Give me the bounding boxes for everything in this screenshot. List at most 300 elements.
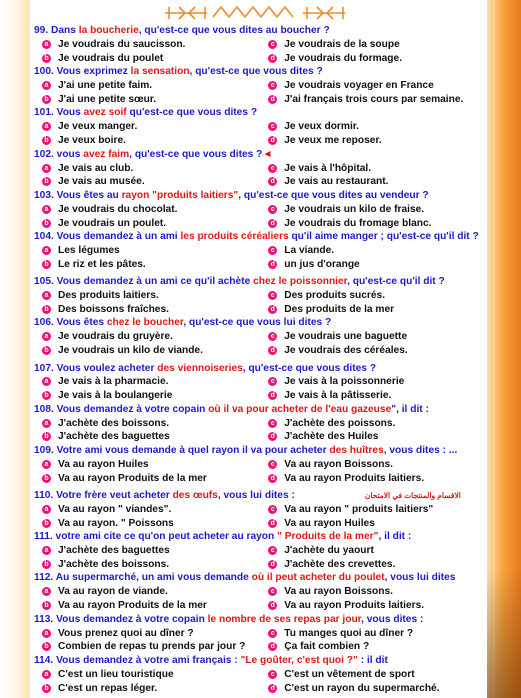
option-letter-badge: b (42, 642, 51, 651)
answer-option-a[interactable] (42, 504, 246, 515)
options-row (34, 471, 492, 485)
option-text: Va au rayon " viandes". (58, 504, 172, 516)
answer-option-c[interactable] (268, 80, 492, 91)
question-fragment: Vous voulez acheter (56, 362, 158, 374)
question-fragment: Vous demandez à votre ami français : (56, 654, 241, 666)
option-letter-badge: c (268, 670, 277, 679)
answer-option-d[interactable] (268, 518, 492, 529)
option-text: Va au rayon. " Poissons (58, 517, 174, 529)
answer-option-c[interactable] (268, 245, 492, 256)
answer-option-b[interactable] (42, 559, 246, 570)
answer-option-d[interactable] (268, 304, 492, 315)
options-row (34, 330, 492, 344)
option-text: Je vais à l'hôpital. (284, 162, 372, 174)
answer-option-c[interactable] (268, 331, 492, 342)
question-fragment: qu'il aime manger ; qu'est-ce qu'il dit ? (288, 230, 479, 242)
option-text: Je veux manger. (58, 121, 138, 133)
option-letter-badge: c (268, 587, 277, 596)
option-letter-badge: c (268, 546, 277, 555)
question-text (34, 106, 492, 120)
option-text: Vous prenez quoi au dîner ? (58, 627, 194, 639)
option-text: Des produits sucrés. (284, 290, 386, 302)
answer-option-a[interactable] (42, 418, 246, 429)
question-fragment: , qu'est-ce que vous dites au vendeur ? (238, 189, 429, 201)
option-letter-badge: a (42, 419, 51, 428)
answer-option-c[interactable] (268, 163, 492, 174)
option-text: Va au rayon Produits laitiers. (284, 472, 425, 484)
answer-option-b[interactable] (42, 600, 246, 611)
option-text: Je voudrais un kilo de viande. (58, 345, 203, 357)
question-number: 99. (34, 25, 51, 36)
question-fragment: qu'est-ce que vous dites ? (126, 107, 258, 119)
question-text (34, 489, 492, 503)
option-text: C'est un repas léger. (58, 682, 158, 694)
question-highlight: la boucherie (78, 25, 139, 36)
question-fragment: , vous lui dites : (217, 490, 295, 502)
question-highlight: ◄ (262, 148, 273, 160)
question-text (34, 316, 492, 330)
option-text: Le riz et les pâtes. (58, 258, 146, 270)
option-text: Va au rayon Huiles (284, 517, 375, 529)
answer-option-d[interactable] (268, 176, 492, 187)
options-row (34, 640, 492, 654)
option-text: Je vais au club. (58, 162, 134, 174)
question-highlight: "Le goûter, c'est quoi ?" (240, 654, 358, 666)
answer-option-a[interactable] (42, 376, 246, 387)
option-letter-badge: a (42, 629, 51, 638)
options-row (34, 389, 492, 403)
option-letter-badge: b (42, 684, 51, 693)
option-text: Je voudrais des céréales. (284, 345, 408, 357)
answer-option-a[interactable] (42, 163, 246, 174)
answer-option-b[interactable] (42, 259, 246, 270)
question-fragment: , qu'est-ce que vous dites au boucher ? (138, 25, 330, 36)
options-row (34, 516, 492, 530)
option-letter-badge: b (42, 305, 51, 314)
option-letter-badge: a (42, 246, 51, 255)
answer-option-d[interactable] (268, 473, 492, 484)
answer-option-c[interactable] (268, 669, 492, 680)
question-fragment: Vous demandez à un ami (56, 230, 181, 242)
options-row (34, 51, 492, 65)
options-row (34, 585, 492, 599)
option-text: J'achète des baguettes (58, 545, 170, 557)
left-decorative-band (0, 0, 30, 698)
question-highlight: chez le boucher (106, 317, 184, 329)
answer-option-b[interactable] (42, 390, 246, 401)
option-letter-badge: b (42, 260, 51, 269)
question-text (34, 654, 492, 668)
option-letter-badge: a (42, 505, 51, 514)
options-row (34, 303, 492, 317)
option-text: Je voudrais un poulet. (58, 217, 167, 229)
option-letter-badge: c (268, 164, 277, 173)
answer-option-a[interactable] (42, 39, 246, 50)
answer-option-d[interactable] (268, 559, 492, 570)
question-text (34, 230, 492, 244)
option-letter-badge: d (268, 305, 277, 314)
question-highlight: des œufs (172, 490, 218, 502)
option-letter-badge: c (268, 205, 277, 214)
answer-option-d[interactable] (268, 94, 492, 105)
option-letter-badge: a (42, 546, 51, 555)
top-ornament (95, 3, 415, 23)
question-text (34, 444, 492, 458)
option-letter-badge: d (268, 601, 277, 610)
options-row (34, 134, 492, 148)
answer-option-b[interactable] (42, 473, 246, 484)
option-text: Ça fait combien ? (284, 641, 370, 653)
answer-option-a[interactable] (42, 80, 246, 91)
question-fragment: , vous lui dites (384, 572, 456, 584)
option-text: J'ai une petite sœur. (58, 93, 157, 105)
option-letter-badge: d (268, 642, 277, 651)
option-text: La viande. (284, 244, 335, 256)
option-letter-badge: d (268, 519, 277, 528)
option-text: Je voudrais du poulet (58, 52, 164, 64)
option-text: Des produits de la mer (284, 303, 395, 315)
option-letter-badge: d (268, 219, 277, 228)
question-number: 112. (34, 572, 56, 584)
option-letter-badge: c (268, 40, 277, 49)
option-letter-badge: c (268, 291, 277, 300)
options-row (34, 626, 492, 640)
option-letter-badge: a (42, 164, 51, 173)
question-fragment: Vous exprimez (56, 66, 131, 78)
option-letter-badge: c (268, 122, 277, 131)
option-text: Je voudrais du chocolat. (58, 203, 178, 215)
option-letter-badge: a (42, 40, 51, 49)
question-fragment: vous (56, 148, 84, 160)
question-highlight: rayon "produits laitiers" (121, 189, 239, 201)
question-number: 105. (34, 276, 57, 288)
option-text: Va au rayon Huiles (58, 458, 149, 470)
question-fragment: Vous (56, 107, 84, 119)
option-text: Je voudrais du saucisson. (58, 38, 186, 50)
option-text: J'achète des boissons. (58, 559, 170, 571)
question-fragment: Vous demandez à un ami ce qu'il achète (56, 276, 254, 288)
option-letter-badge: a (42, 122, 51, 131)
option-letter-badge: b (42, 560, 51, 569)
option-text: Va au rayon de viande. (58, 586, 168, 598)
question-fragment: Vous êtes (56, 317, 107, 329)
ornament-pattern-icon (95, 3, 415, 23)
answer-option-a[interactable] (42, 459, 246, 470)
option-text: Les légumes (58, 244, 120, 256)
option-text: Tu manges quoi au dîner ? (284, 627, 414, 639)
option-letter-badge: b (42, 136, 51, 145)
options-row (34, 416, 492, 430)
answer-option-c[interactable] (268, 628, 492, 639)
question-text (34, 613, 492, 627)
options-row (34, 457, 492, 471)
answer-option-a[interactable] (42, 290, 246, 301)
answer-option-c[interactable] (268, 204, 492, 215)
answer-option-d[interactable] (268, 390, 492, 401)
option-text: Je voudrais du fromage blanc. (284, 217, 432, 229)
option-letter-badge: a (42, 377, 51, 386)
answer-option-b[interactable] (42, 518, 246, 529)
option-text: J'achète du yaourt (284, 545, 374, 557)
answer-option-d[interactable] (268, 135, 492, 146)
options-row (34, 120, 492, 134)
question-highlight: les produits céréaliers (180, 230, 289, 242)
option-letter-badge: c (268, 460, 277, 469)
question-number: 108. (34, 403, 57, 415)
options-row (34, 289, 492, 303)
option-letter-badge: d (268, 136, 277, 145)
answer-option-c[interactable] (268, 586, 492, 597)
question-highlight: où il va pour acheter de l'eau gazeuse (208, 403, 392, 415)
options-row (34, 216, 492, 230)
option-letter-badge: c (268, 629, 277, 638)
question-number: 100. (34, 66, 57, 78)
option-text: Je voudrais du gruyère. (58, 331, 173, 343)
option-text: Va au rayon Boissons. (284, 458, 393, 470)
question-number: 111. (34, 531, 56, 543)
answer-option-d[interactable] (268, 600, 492, 611)
option-letter-badge: a (42, 291, 51, 300)
answer-option-b[interactable] (42, 176, 246, 187)
option-letter-badge: a (42, 460, 51, 469)
question-number: 110. (34, 490, 57, 502)
option-letter-badge: b (42, 346, 51, 355)
option-text: Va au rayon Produits de la mer (58, 600, 207, 612)
question-fragment: Vous êtes au (56, 189, 122, 201)
question-text (34, 530, 492, 544)
options-row (34, 667, 492, 681)
option-letter-badge: d (268, 260, 277, 269)
question-text (34, 362, 492, 376)
answer-option-a[interactable] (42, 669, 246, 680)
question-number: 114. (34, 654, 57, 666)
question-fragment: , vous dites : ... (383, 444, 458, 456)
answer-option-c[interactable] (268, 545, 492, 556)
option-letter-badge: d (268, 684, 277, 693)
question-fragment: , qu'est-ce que vous dites ? (242, 362, 376, 374)
option-text: J'achète des baguettes (58, 431, 170, 443)
option-text: Je vais à la pâtisserie. (284, 390, 392, 402)
option-text: Des boissons fraîches. (58, 303, 169, 315)
option-letter-badge: a (42, 332, 51, 341)
question-number: 107. (34, 362, 57, 374)
question-text (34, 275, 492, 289)
question-fragment: votre ami cite ce qu'on peut acheter au rayon (55, 531, 278, 543)
question-fragment: Vous demandez à votre copain (56, 403, 209, 415)
answer-option-d[interactable] (268, 431, 492, 442)
option-text: Je veux boire. (58, 135, 126, 147)
question-highlight: la sensation (130, 66, 190, 78)
option-text: J'ai français trois cours par semaine. (284, 93, 464, 105)
answer-option-b[interactable] (42, 94, 246, 105)
answer-option-b[interactable] (42, 304, 246, 315)
option-text: Va au rayon Produits laitiers. (284, 600, 425, 612)
option-letter-badge: c (268, 81, 277, 90)
option-letter-badge: b (42, 54, 51, 63)
question-number: 103. (34, 189, 57, 201)
answer-option-d[interactable] (268, 345, 492, 356)
options-row (34, 544, 492, 558)
answer-option-c[interactable] (268, 376, 492, 387)
answer-option-b[interactable] (42, 53, 246, 64)
option-text: Je veux me reposer. (284, 135, 382, 147)
answer-option-d[interactable] (268, 641, 492, 652)
option-letter-badge: b (42, 219, 51, 228)
option-text: C'est un rayon du supermarché. (284, 682, 440, 694)
option-letter-badge: b (42, 95, 51, 104)
question-fragment: Votre frère veut acheter (56, 490, 173, 502)
answer-option-a[interactable] (42, 204, 246, 215)
option-text: J'achète des poissons. (284, 417, 396, 429)
question-number: 109. (34, 444, 57, 456)
option-letter-badge: d (268, 391, 277, 400)
question-fragment: Vous demandez à votre copain (56, 613, 208, 625)
answer-option-c[interactable] (268, 39, 492, 50)
answer-option-b[interactable] (42, 345, 246, 356)
question-number: 106. (34, 317, 57, 329)
answer-option-a[interactable] (42, 545, 246, 556)
option-letter-badge: d (268, 474, 277, 483)
option-letter-badge: a (42, 205, 51, 214)
option-text: Je voudrais un kilo de fraise. (284, 203, 425, 215)
options-row (34, 175, 492, 189)
right-band-shadow (487, 568, 521, 698)
option-letter-badge: a (42, 587, 51, 596)
option-letter-badge: d (268, 560, 277, 569)
option-text: J'achète des crevettes. (284, 559, 396, 571)
question-fragment: Votre ami vous demande à quel rayon il va pour acheter (56, 444, 330, 456)
option-letter-badge: c (268, 377, 277, 386)
option-letter-badge: b (42, 519, 51, 528)
options-row (34, 430, 492, 444)
options-row (34, 558, 492, 572)
option-text: Je voudrais de la soupe (284, 38, 400, 50)
option-letter-badge: d (268, 177, 277, 186)
options-row (34, 38, 492, 52)
question-text (34, 65, 492, 79)
question-number: 102. (34, 148, 57, 160)
question-fragment: , il dit : (378, 531, 412, 543)
option-text: Je veux dormir. (284, 121, 360, 133)
option-letter-badge: b (42, 432, 51, 441)
answer-option-c[interactable] (268, 121, 492, 132)
option-text: J'achète des boissons. (58, 417, 170, 429)
answer-option-a[interactable] (42, 586, 246, 597)
answer-option-a[interactable] (42, 628, 246, 639)
question-highlight: " Produits de la mer" (277, 531, 379, 543)
option-letter-badge: d (268, 54, 277, 63)
question-fragment: Dans (51, 25, 79, 36)
option-letter-badge: a (42, 670, 51, 679)
option-text: J'achète des Huiles (284, 431, 379, 443)
options-row (34, 202, 492, 216)
question-fragment: , qu'est-ce que vous lui dites ? (183, 317, 332, 329)
question-text (34, 24, 492, 38)
option-text: Je vais au restaurant. (284, 176, 389, 188)
question-highlight: des viennoiseries (157, 362, 243, 374)
option-letter-badge: b (42, 177, 51, 186)
answer-option-c[interactable] (268, 504, 492, 515)
option-letter-badge: d (268, 346, 277, 355)
question-highlight: avez faim (83, 148, 130, 160)
option-text: C'est un vêtement de sport (284, 668, 415, 680)
option-text: Je vais à la boulangerie (58, 390, 173, 402)
answer-option-c[interactable] (268, 459, 492, 470)
option-letter-badge: a (42, 81, 51, 90)
option-text: Va au rayon Produits de la mer (58, 472, 207, 484)
option-letter-badge: c (268, 419, 277, 428)
option-letter-badge: d (268, 95, 277, 104)
options-row (34, 79, 492, 93)
options-row (34, 244, 492, 258)
option-text: Des produits laitiers. (58, 290, 159, 302)
answer-option-b[interactable] (42, 218, 246, 229)
option-letter-badge: b (42, 474, 51, 483)
option-letter-badge: d (268, 432, 277, 441)
question-text (34, 189, 492, 203)
answer-option-a[interactable] (42, 121, 246, 132)
question-number: 113. (34, 613, 57, 625)
answer-option-d[interactable] (268, 259, 492, 270)
options-row (34, 161, 492, 175)
options-row (34, 599, 492, 613)
answer-option-c[interactable] (268, 418, 492, 429)
arabic-note: الاقسام والمنتجات في الامتحان (364, 491, 461, 501)
question-fragment: : il dit (357, 654, 388, 666)
answer-option-a[interactable] (42, 245, 246, 256)
option-text: un jus d'orange (284, 258, 360, 270)
answer-option-d[interactable] (268, 683, 492, 694)
question-highlight: des huîtres (329, 444, 384, 456)
question-fragment: Au supermarché, un ami vous demande (55, 572, 252, 584)
question-highlight: où il peut acheter du poulet (251, 572, 385, 584)
option-text: Combien de repas tu prends par jour ? (58, 641, 246, 653)
answer-option-d[interactable] (268, 53, 492, 64)
options-row (34, 375, 492, 389)
answer-option-b[interactable] (42, 431, 246, 442)
question-fragment: , qu'est-ce que vous dites ? (129, 148, 263, 160)
option-letter-badge: c (268, 505, 277, 514)
question-fragment: , vous dites : (361, 613, 424, 625)
question-fragment: ", il dit : (391, 403, 429, 415)
option-text: Va au rayon Boissons. (284, 586, 393, 598)
answer-option-a[interactable] (42, 331, 246, 342)
quiz-content (34, 24, 492, 695)
option-text: Je vais à la poissonnerie (284, 376, 405, 388)
question-highlight: chez le poissonnier (253, 276, 348, 288)
option-text: Je vais au musée. (58, 176, 145, 188)
question-text (34, 148, 492, 162)
option-text: Je voudrais voyager en France (284, 80, 434, 92)
answer-option-b[interactable] (42, 135, 246, 146)
option-text: J'ai une petite faim. (58, 80, 153, 92)
option-letter-badge: c (268, 246, 277, 255)
option-letter-badge: b (42, 601, 51, 610)
question-text (34, 403, 492, 417)
answer-option-c[interactable] (268, 290, 492, 301)
question-highlight: le nombre de ses repas par jour (207, 613, 362, 625)
answer-option-b[interactable] (42, 683, 246, 694)
question-number: 101. (34, 107, 57, 119)
option-letter-badge: b (42, 391, 51, 400)
option-text: Je voudrais du formage. (284, 52, 403, 64)
options-row (34, 344, 492, 358)
answer-option-b[interactable] (42, 641, 246, 652)
options-row (34, 93, 492, 107)
question-text (34, 571, 492, 585)
option-letter-badge: c (268, 332, 277, 341)
answer-option-d[interactable] (268, 218, 492, 229)
